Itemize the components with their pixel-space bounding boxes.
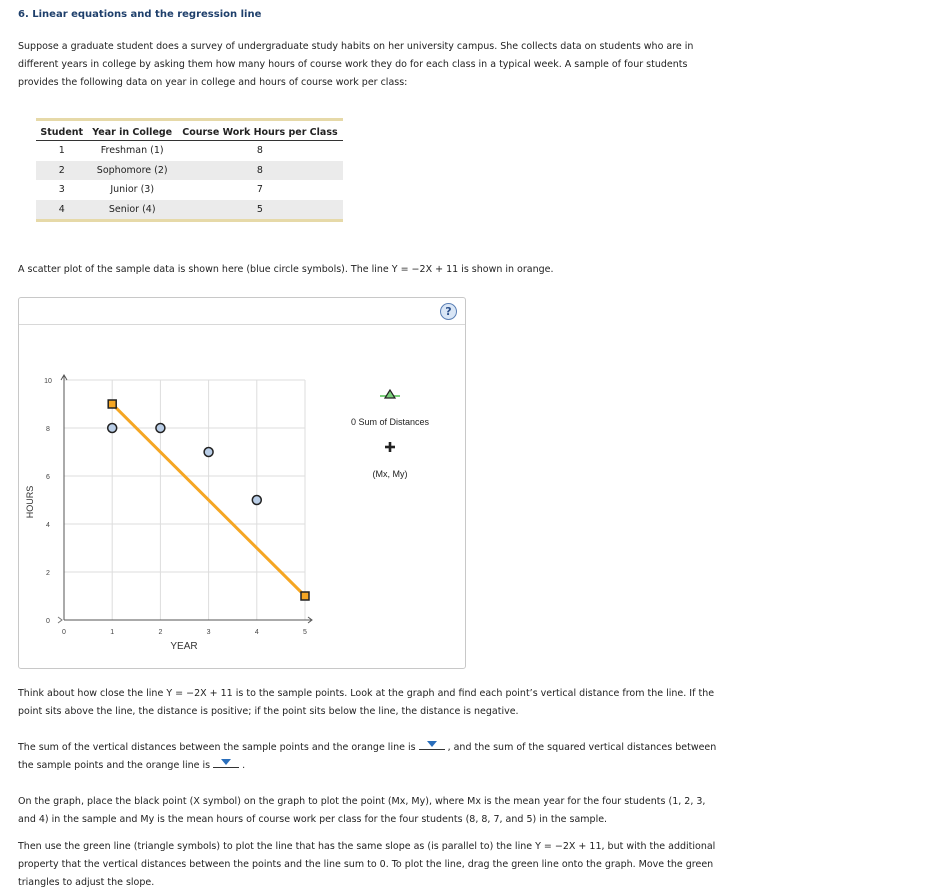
y-tick-label: 2 (46, 570, 50, 577)
x-tick-label: 4 (254, 629, 259, 636)
y-tick-label: 10 (44, 378, 52, 385)
orange-line-endpoint (108, 400, 116, 408)
scatter-caption: A scatter plot of the sample data is shown here (blue circle symbols). The line Y = −2X + 11 is shown in orange. (18, 264, 554, 275)
sum-squared-dropdown[interactable] (213, 757, 239, 768)
header-hours: Course Work Hours per Class (177, 120, 343, 141)
legend-plus-label: (Mx, My) (372, 469, 408, 479)
legend-green-label: 0 Sum of Distances (350, 417, 430, 427)
place-paragraph: On the graph, place the black point (X symbol) on the graph to plot the point (Mx, My), where Mx is the mean year for the four students (1, 2, 3, and 4) in the sample and My is the mean hours of course work per class for the four students (8, 8, 7, and 5) in the sample. (18, 796, 706, 825)
header-student: Student (36, 120, 88, 141)
cell-student: 3 (58, 184, 65, 196)
cell-hours: 8 (256, 145, 263, 157)
scatter-plot (19, 298, 465, 668)
table-row (36, 161, 343, 181)
x-axis-label: YEAR (170, 641, 198, 652)
cell-student: 2 (36, 161, 88, 181)
orange-line-endpoint (301, 592, 309, 600)
green-line-tool[interactable] (380, 390, 400, 398)
y-tick-label: 8 (46, 426, 50, 433)
x-tick-label: 3 (206, 629, 211, 636)
tick-labels (44, 378, 307, 636)
x-tick-label: 2 (158, 629, 163, 636)
cell-year: Sophomore (2) (88, 161, 177, 181)
y-tick-label: 0 (46, 618, 50, 625)
sum-text-3: . (242, 760, 246, 771)
header-year: Year in College (88, 120, 177, 141)
table-row (36, 141, 343, 161)
data-point (204, 448, 213, 457)
green-line-paragraph: Then use the green line (triangle symbols) to plot the line that has the same slope as (is parallel to) the line Y = −2X + 11, but with the additional property that the vertical distances between the points and the line sum to 0. To plot the line, drag the green line onto the graph. Move the green triangles to adjust the slope. (18, 841, 716, 888)
cell-hours: 8 (177, 161, 343, 181)
cell-year: Freshman (1) (100, 145, 164, 157)
cell-year: Senior (4) (88, 200, 177, 221)
axes (58, 375, 312, 623)
cell-hours: 5 (177, 200, 343, 221)
cell-year: Junior (3) (110, 184, 155, 196)
data-table (36, 118, 343, 222)
y-tick-label: 6 (46, 474, 50, 481)
table-row (36, 180, 343, 200)
data-point (252, 496, 261, 505)
cell-student: 4 (36, 200, 88, 221)
graph-panel (18, 297, 466, 669)
x-axis-left-arrow (58, 617, 62, 623)
x-tick-label: 0 (62, 629, 66, 636)
page-title: 6. Linear equations and the regression line (18, 9, 262, 20)
table-row (36, 200, 343, 221)
help-button[interactable]: ? (440, 303, 457, 320)
black-point-tool[interactable] (385, 442, 395, 452)
sum-text-1: The sum of the vertical distances between the sample points and the orange line is (18, 742, 416, 753)
y-axis-label: HOURS (25, 485, 35, 519)
y-tick-label: 4 (46, 522, 50, 529)
triangle-icon[interactable] (385, 390, 395, 398)
grid-lines (64, 380, 305, 620)
sum-sentence (18, 739, 718, 775)
x-tick-label: 1 (110, 629, 115, 636)
cell-student: 1 (58, 145, 65, 157)
data-point (156, 424, 165, 433)
intro-paragraph: Suppose a graduate student does a survey of undergraduate study habits on her university campus. She collects data on students who are in different years in college by asking them how many hours of course work they do for each class in a typical week. A sample of four students provides the following data on year in college and hours of course work per class: (18, 41, 694, 88)
think-paragraph: Think about how close the line Y = −2X + 11 is to the sample points. Look at the graph and find each point’s vertical distance from the line. If the point sits above the line, the distance is positive; if the point sits below the line, the distance is negative. (18, 688, 715, 717)
sum-text-2: , and the sum of the squared vertical distances between the sample points and the orange line is (18, 742, 717, 771)
data-point (108, 424, 117, 433)
cell-hours: 7 (256, 184, 263, 196)
sum-distances-dropdown[interactable] (419, 739, 445, 750)
x-tick-label: 5 (303, 629, 307, 636)
